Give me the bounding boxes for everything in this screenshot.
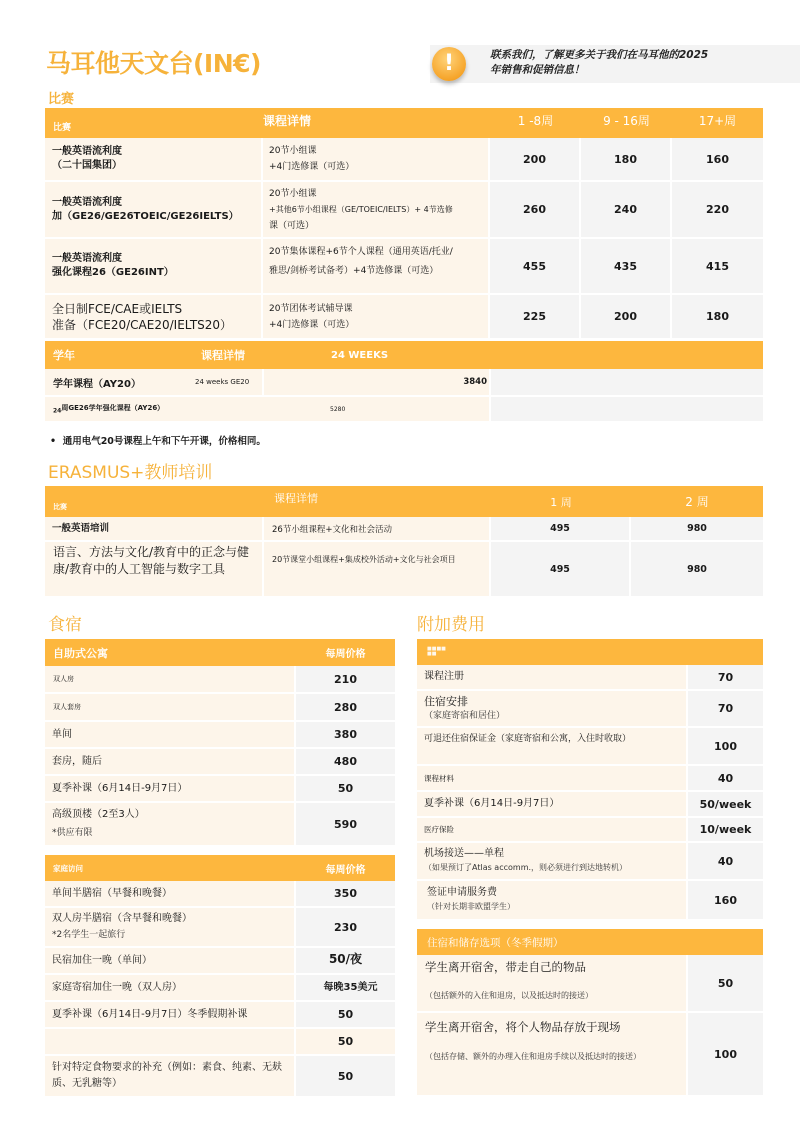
fee-name: 夏季补课（6月14日-9月7日） [417, 792, 688, 818]
homestay-row [45, 908, 395, 948]
price-1-week: 495 [491, 517, 631, 542]
price-1-8: 260 [490, 182, 581, 239]
header-1-week: 1 周 [550, 495, 572, 509]
room-price: 50 [296, 776, 395, 803]
price-9-16: 180 [581, 138, 672, 182]
homestay-row [45, 1002, 395, 1029]
homestay-price: 每晚35美元 [296, 975, 395, 1002]
empty-cell [491, 395, 763, 421]
homestay-price: 50 [296, 1056, 395, 1096]
additional-fees-title: 附加费用 [417, 615, 485, 635]
fee-row [417, 843, 763, 881]
fee-name: 签证申请服务费 （针对长期非欧盟学生） [417, 881, 688, 919]
storage-header: 住宿和储存选项（冬季假期） [427, 936, 564, 949]
header-self-catering: 自助式公寓 [53, 646, 108, 660]
academic-course-name: 24周GE26学年强化课程（AY26） [45, 395, 264, 421]
promo-text-line2: 年销售和促销信息！ [490, 64, 585, 76]
homestay-row [45, 881, 395, 908]
header-details: 课程详情 [263, 113, 312, 128]
erasmus-table [45, 486, 763, 596]
fee-row [417, 792, 763, 818]
fee-price: 10/week [688, 818, 763, 843]
academic-price: 5280 [264, 395, 491, 421]
homestay-type [45, 1029, 296, 1056]
header-2-weeks: 2 周 [685, 495, 709, 509]
price-17plus: 415 [672, 239, 763, 295]
price-17plus: 160 [672, 138, 763, 182]
homestay-price: 230 [296, 908, 395, 948]
empty-cell [491, 369, 763, 395]
accommodation-row [45, 803, 395, 845]
erasmus-row [45, 542, 763, 596]
room-type: 套房，随后 [45, 749, 296, 776]
fee-name: 机场接送——单程 （如果预订了Atlas accomm.，则必须进行到达地转机） [417, 843, 688, 881]
room-price: 480 [296, 749, 395, 776]
storage-option: 学生离开宿舍，带走自己的物品 （包括额外的入住和退房，以及抵达时的接送） [417, 955, 688, 1013]
fee-row [417, 665, 763, 691]
homestay-price: 50 [296, 1002, 395, 1029]
header-homestay: 家庭访问 [53, 863, 83, 873]
course-name: 一般英语流利度 （二十国集团） [45, 138, 263, 182]
price-1-8: 225 [490, 295, 581, 338]
homestay-type: 家庭寄宿加住一晚（双人房） [45, 975, 296, 1002]
course-details: 20节集体课程+6节个人课程（通用英语/托业/ 雅思/剑桥考试备考）+4节选修课（可选） [263, 239, 490, 295]
course-details: 20节团体考试辅导课 +4门选修课（可选） [263, 295, 490, 338]
accommodation-row [45, 722, 395, 749]
storage-header-row [417, 929, 763, 955]
fee-price: 70 [688, 665, 763, 691]
courses-section-label: 比赛 [48, 92, 75, 107]
course-row [45, 239, 763, 295]
erasmus-course-name: 语言、方法与文化/教育中的正念与健 康/教育中的人工智能与数字工具 [45, 542, 264, 596]
room-price: 210 [296, 666, 395, 694]
header-weeks-9-16: 9 - 16周 [603, 113, 650, 128]
header-course: 比赛 [53, 122, 72, 133]
room-type: 夏季补课（6月14日-9月7日） [45, 776, 296, 803]
room-type: 双人套房 [45, 694, 296, 722]
header-weeks-17plus: 17+周 [698, 113, 737, 128]
price-9-16: 200 [581, 295, 672, 338]
erasmus-course-details: 26节小组课程+文化和社会活动 [264, 517, 491, 542]
homestay-header-row [45, 855, 395, 881]
room-type: 单间 [45, 722, 296, 749]
homestay-type: 民宿加住一晚（单间） [45, 948, 296, 975]
homestay-row [45, 975, 395, 1002]
fee-row [417, 766, 763, 792]
homestay-row [45, 1056, 395, 1096]
erasmus-course-details: 20节课堂小组课程+集成校外活动+文化与社会项目 [264, 542, 491, 596]
homestay-price: 350 [296, 881, 395, 908]
header-details: 课程详情 [274, 491, 318, 505]
homestay-price: 50/夜 [296, 948, 395, 975]
homestay-type: 夏季补课（6月14日-9月7日）冬季假期补课 [45, 1002, 296, 1029]
room-price: 280 [296, 694, 395, 722]
fee-price: 160 [688, 881, 763, 919]
course-details: 20节小组课 +其他6节小组课程（GE/TOEIC/IELTS）+ 4节选修 课（可选） [263, 182, 490, 239]
homestay-type: 针对特定食物要求的补充（例如：素食、纯素、无麸 质、无乳糖等） [45, 1056, 296, 1096]
header-weeks-1-8: 1 -8周 [517, 113, 554, 128]
room-type: 双人房 [45, 666, 296, 694]
course-row [45, 182, 763, 239]
fees-header-row [417, 639, 763, 665]
promo-text-line1: 联系我们，了解更多关于我们在马耳他的2025 [490, 49, 709, 61]
storage-options-table [417, 929, 763, 1095]
header-academic-year: 学年 [53, 349, 75, 362]
price-1-8: 455 [490, 239, 581, 295]
fee-name: 住宿安排 （家庭寄宿和居住） [417, 691, 688, 728]
price-17plus: 220 [672, 182, 763, 239]
erasmus-header-row [45, 486, 763, 517]
self-catering-header-row [45, 639, 395, 666]
fee-price: 70 [688, 691, 763, 728]
fee-name: 课程材料 [417, 766, 688, 792]
room-type: 高级顶楼（2至3人） *供应有限 [45, 803, 296, 845]
course-name: 一般英语流利度 加（GE26/GE26TOEIC/GE26IELTS） [45, 182, 263, 239]
academic-row [45, 369, 763, 395]
storage-row [417, 1013, 763, 1095]
storage-option: 学生离开宿舍，将个人物品存放于现场 （包括存储、额外的办理入住和退房手续以及抵达时的接送） [417, 1013, 688, 1095]
accommodation-row [45, 749, 395, 776]
fee-name: 医疗保险 [417, 818, 688, 843]
price-1-week: 495 [491, 542, 631, 596]
course-name: 一般英语流利度 强化课程26（GE26INT） [45, 239, 263, 295]
fee-row [417, 818, 763, 843]
bullet-icon: • [50, 436, 63, 447]
fee-price: 50/week [688, 792, 763, 818]
price-9-16: 435 [581, 239, 672, 295]
fee-price: 40 [688, 843, 763, 881]
course-row [45, 138, 763, 182]
page-title: 马耳他天文台(IN€) [46, 49, 261, 78]
homestay-price: 50 [296, 1029, 395, 1056]
fee-price: 40 [688, 766, 763, 792]
header-24-weeks: 24 WEEKS [331, 349, 389, 361]
header-details: 课程详情 [201, 349, 245, 362]
homestay-type: 双人房半膳宿（含早餐和晚餐） *2名学生一起旅行 [45, 908, 296, 948]
storage-row [417, 955, 763, 1013]
course-row [45, 295, 763, 338]
homestay-row [45, 1029, 395, 1056]
homestay-table [45, 855, 395, 1096]
price-2-weeks: 980 [631, 542, 763, 596]
price-1-8: 200 [490, 138, 581, 182]
price-17plus: 180 [672, 295, 763, 338]
fee-row [417, 728, 763, 766]
academic-price: 3840 [264, 369, 491, 395]
price-2-weeks: 980 [631, 517, 763, 542]
erasmus-title: ERASMUS+教师培训 [48, 463, 213, 483]
academic-row [45, 395, 763, 421]
fee-row [417, 691, 763, 728]
header-weekly-price: 每周价格 [325, 864, 366, 876]
accommodation-row [45, 694, 395, 722]
course-details: 20节小组课 +4门选修课（可选） [263, 138, 490, 182]
storage-price: 50 [688, 955, 763, 1013]
promo-text [490, 48, 750, 78]
homestay-row [45, 948, 395, 975]
exclamation-warning-icon: ! [432, 47, 466, 81]
room-price: 590 [296, 803, 395, 845]
accommodation-row [45, 666, 395, 694]
academic-header-row [45, 341, 763, 369]
room-price: 380 [296, 722, 395, 749]
storage-price: 100 [688, 1013, 763, 1095]
price-9-16: 240 [581, 182, 672, 239]
academic-year-table [45, 341, 763, 421]
fee-price: 100 [688, 728, 763, 766]
course-name: 全日制FCE/CAE或IELTS 准备（FCE20/CAE20/IELTS20） [45, 295, 263, 338]
accommodation-row [45, 776, 395, 803]
fee-row [417, 881, 763, 919]
academic-course-detail: 24 weeks GE20 [195, 369, 264, 395]
header-course: 比赛 [53, 502, 67, 511]
self-catering-table [45, 639, 395, 845]
accommodation-title: 食宿 [48, 615, 82, 635]
erasmus-row [45, 517, 763, 542]
additional-fees-table [417, 639, 763, 919]
note: • 通用电气20号课程上午和下午开课，价格相同。 [50, 436, 266, 447]
courses-table [45, 108, 763, 338]
fee-name: 可退还住宿保证金（家庭寄宿和公寓，入住时收取） [417, 728, 688, 766]
fees-header: ■■■■ ■■ [427, 646, 446, 657]
academic-course-name: 学年课程（AY20） [45, 369, 195, 395]
homestay-type: 单间半膳宿（早餐和晚餐） [45, 881, 296, 908]
erasmus-course-name: 一般英语培训 [45, 517, 264, 542]
fee-name: 课程注册 [417, 665, 688, 691]
header-weekly-price: 每周价格 [325, 649, 366, 660]
courses-header-row [45, 108, 763, 138]
